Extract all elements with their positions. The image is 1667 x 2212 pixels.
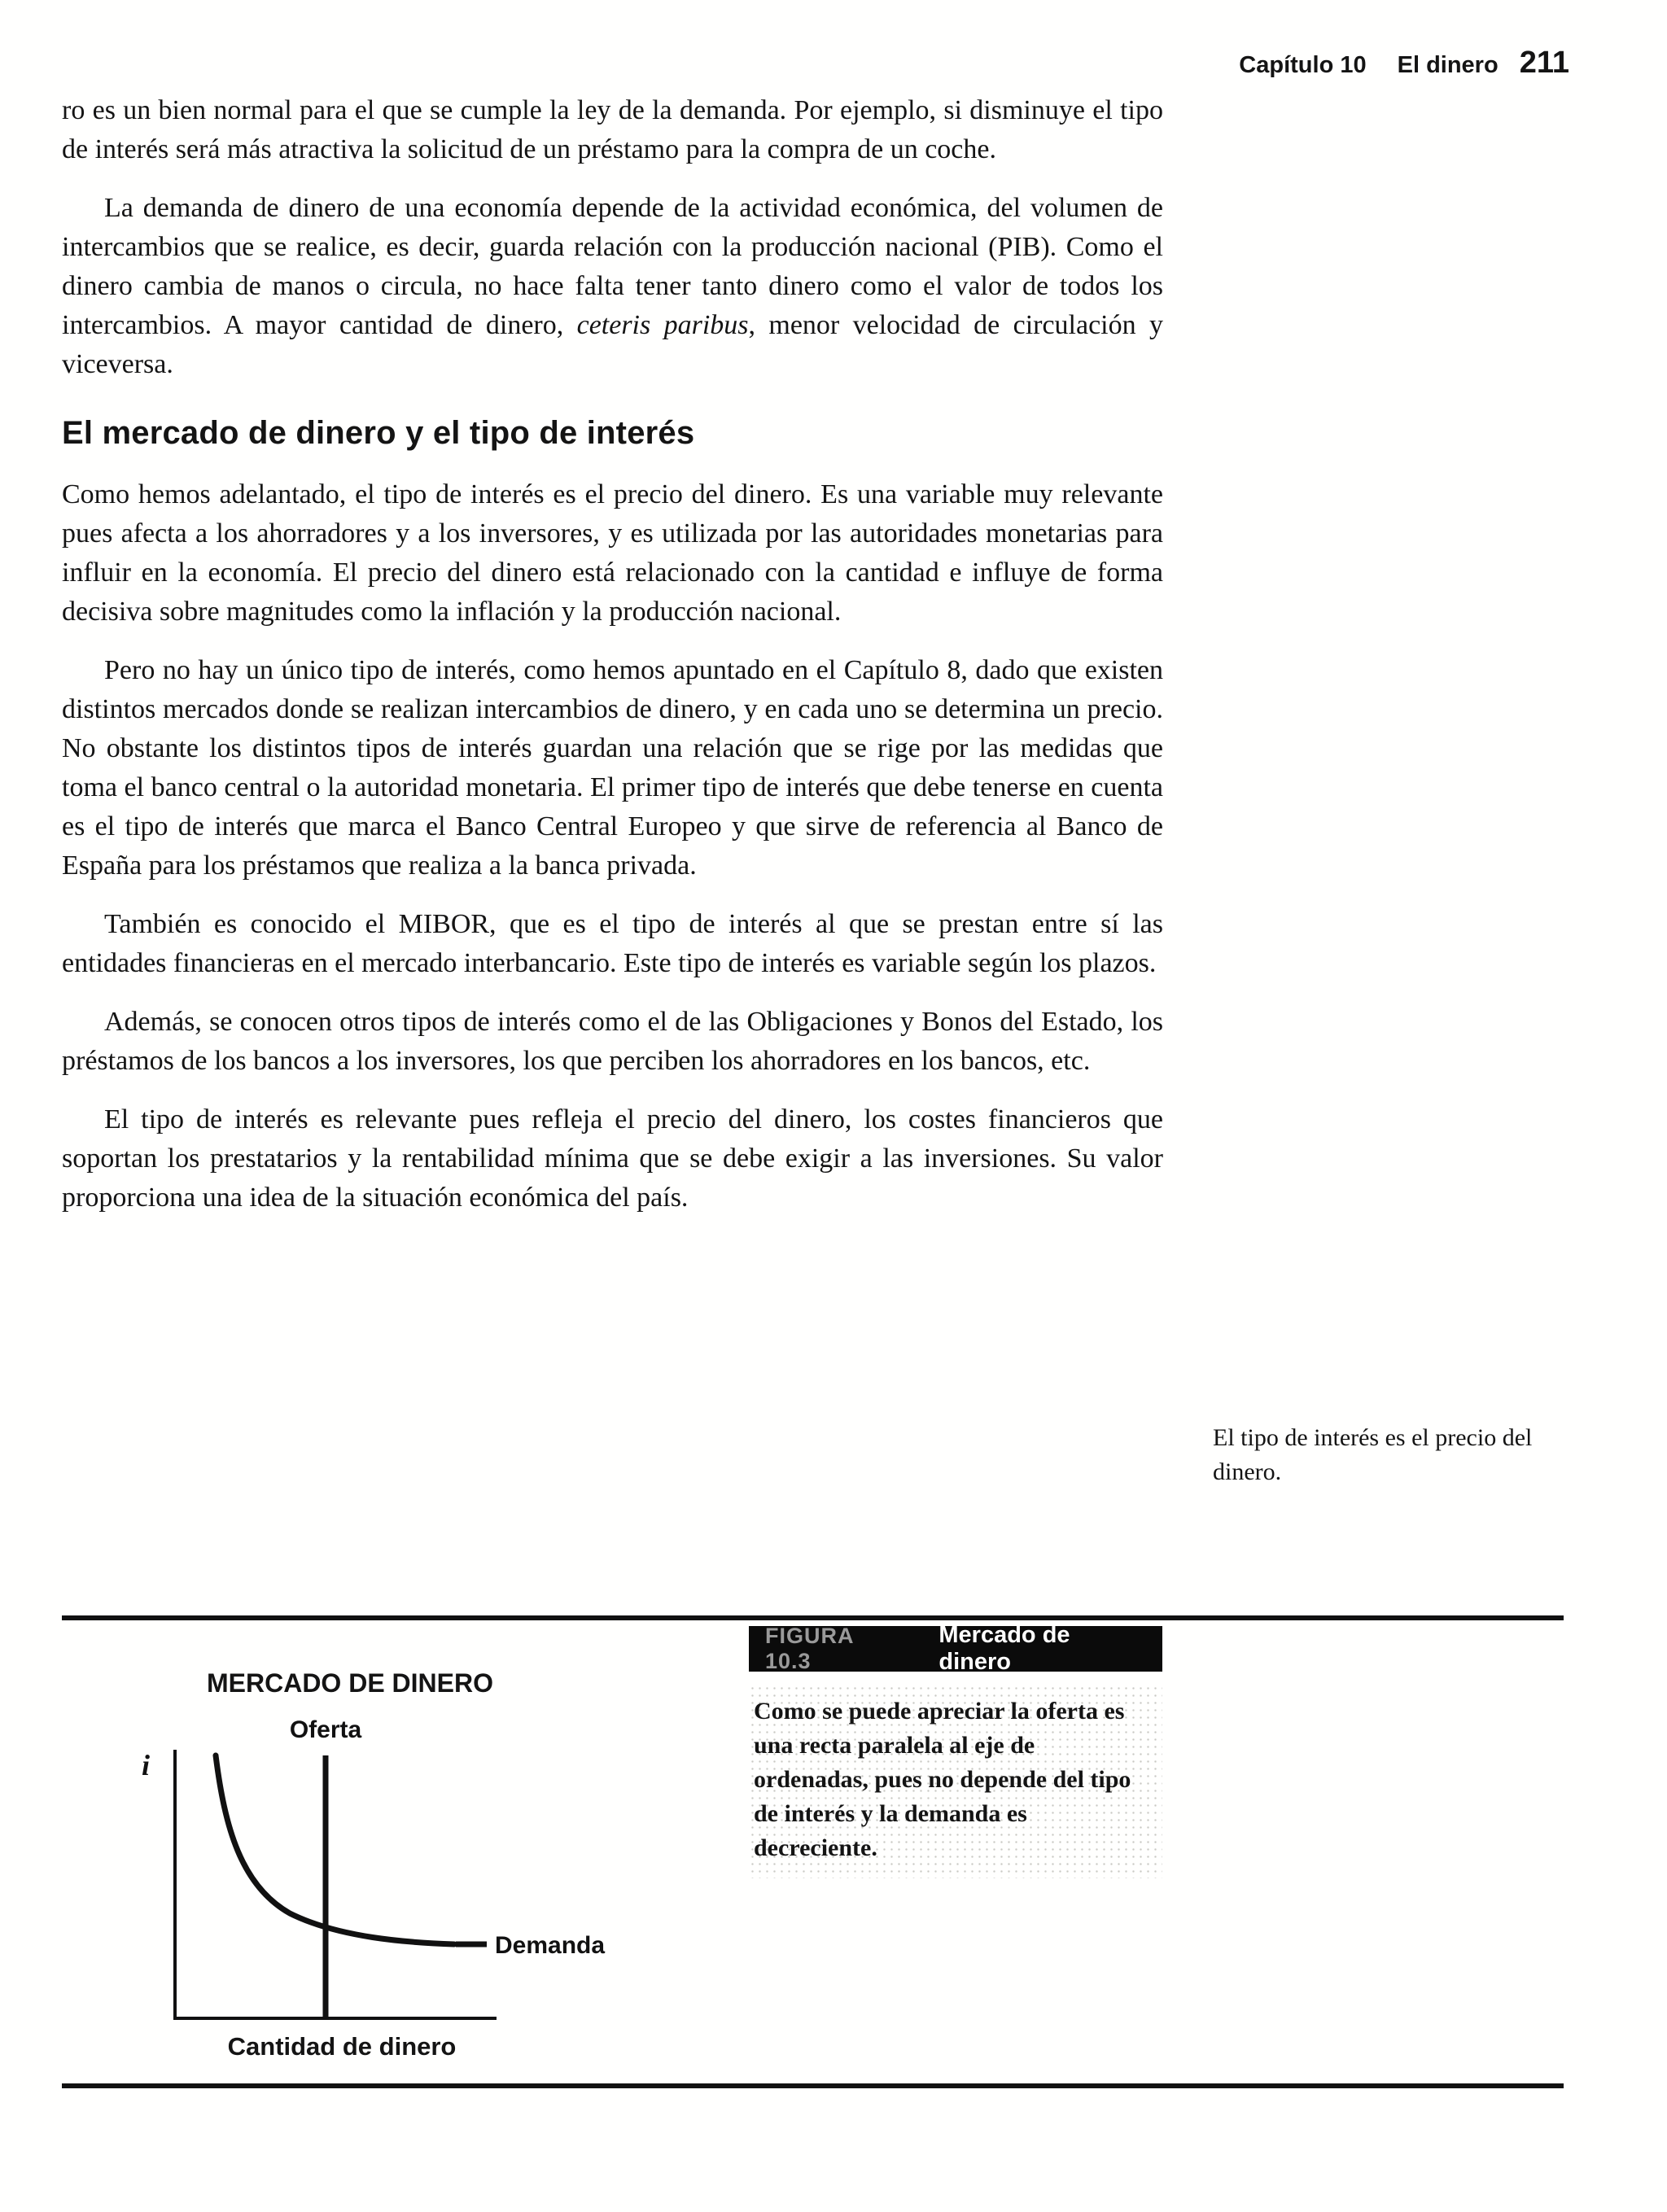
page-number: 211	[1519, 46, 1569, 80]
demand-label: Demanda	[495, 1932, 606, 1959]
paragraph-2	[62, 189, 1163, 384]
main-text-column	[62, 91, 1163, 1237]
section-heading: El mercado de dinero y el tipo de interés	[62, 415, 695, 451]
paragraph-6: Además, se conocen otros tipos de interés como el de las Obligaciones y Bonos del Estado, los préstamos de los bancos a los inversores, los que perciben los ahorradores en los bancos, etc.	[62, 1007, 1163, 1076]
paragraph-2-part-a: La demanda de dinero de una economía depende de la actividad económica, del volumen de intercambios que se realice, es decir, guarda relación con la producción nacional (PIB). Como el dinero cambia de manos o circula, no hace falta tener tanto dinero como el valor de todos los intercambios. A mayor cantidad de dinero,	[62, 193, 1163, 340]
money-market-chart	[73, 1705, 692, 2047]
margin-note: El tipo de interés es el precio del dinero.	[1213, 1424, 1533, 1485]
paragraph-3: Como hemos adelantado, el tipo de interés es el precio del dinero. Es una variable muy relevante pues afecta a los ahorradores y a los inversores, y es utilizada por las autoridades monetarias para influir en la economía. El precio del dinero está relacionado con la cantidad e influye de forma decisiva sobre magnitudes como la inflación y la producción nacional.	[62, 479, 1163, 627]
figure-bottom-rule	[62, 2083, 1564, 2088]
demand-curve	[216, 1755, 454, 1944]
y-axis-label: i	[142, 1749, 151, 1781]
supply-label: Oferta	[289, 1716, 362, 1743]
paragraph-2-italic: ceteris paribus	[576, 310, 749, 340]
section-label: El dinero	[1397, 52, 1499, 78]
figure-top-rule	[62, 1615, 1564, 1620]
running-header	[1239, 46, 1569, 81]
figure-caption-title: Mercado de dinero	[939, 1622, 1070, 1675]
chapter-label: Capítulo 10	[1239, 52, 1367, 78]
x-axis-label: Cantidad de dinero	[227, 2032, 457, 2061]
paragraph-1: ro es un bien normal para el que se cumple la ley de la demanda. Por ejemplo, si disminuye el tipo de interés será más atractiva la solicitud de un préstamo para la compra de un coche.	[62, 95, 1163, 164]
paragraph-5: También es conocido el MIBOR, que es el tipo de interés al que se prestan entre sí las entidades financieras en el mercado interbancario. Este tipo de interés es variable según los plazos.	[62, 909, 1163, 978]
figure-caption-bar	[749, 1622, 1162, 1675]
figure-number-label: FIGURA 10.3	[765, 1624, 854, 1673]
chart-title: MERCADO DE DINERO	[206, 1668, 493, 1698]
paragraph-4: Pero no hay un único tipo de interés, como hemos apuntado en el Capítulo 8, dado que existen distintos mercados donde se realizan intercambios de dinero, y en cada uno se determina un precio. No obstante los distintos tipos de interés guardan una relación que se rige por las medidas que toma el banco central o la autoridad monetaria. El primer tipo de interés que debe tenerse en cuenta es el tipo de interés que marca el Banco Central Europeo y que sirve de referencia al Banco de España para los préstamos que realiza a la banca privada.	[62, 655, 1163, 881]
figure-caption-text: Como se puede apreciar la oferta es una recta paralela al eje de ordenadas, pues no depende del tipo de interés y la demanda es decreciente.	[749, 1685, 1162, 1878]
paragraph-2-part-b: , menor velocidad de circulación y viceversa.	[62, 310, 1163, 379]
paragraph-7: El tipo de interés es relevante pues refleja el precio del dinero, los costes financieros que soportan los prestatarios y la rentabilidad mínima que se debe exigir a las inversiones. Su valor proporciona una idea de la situación económica del país.	[62, 1104, 1163, 1213]
